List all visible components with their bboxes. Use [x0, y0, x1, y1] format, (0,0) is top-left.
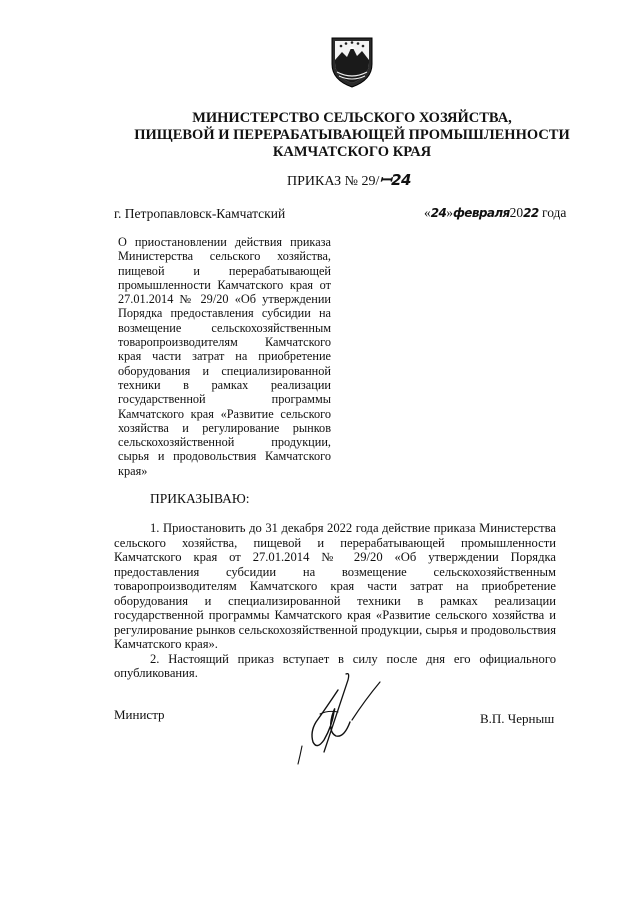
order-paragraph: 1. Приостановить до 31 декабря 2022 года действие приказа Министерства сельского хозяйства, пищевой и перерабатывающей промышленности Камчатского края от 27.01.2014 № 29/20 «Об утверждении Порядка предоставления субсидии на возмещение сельскохозяйственным товаропроизводителям Камчатского края части затрат на приобретение оборудования и специализированной техники в рамках реализации государственной программы Камчатского края «Развитие сельского хозяйства и регулирование рынков сельскохозяйственной продукции, сырья и продовольствия Камчатского края».	[114, 521, 556, 651]
ministry-title-line: КАМЧАТСКОГО КРАЯ	[272, 144, 432, 160]
order-paragraph: 2. Настоящий приказ вступает в силу после дня его официального опубликования.	[114, 651, 556, 680]
date-month-handwritten: февраля	[453, 206, 510, 220]
city-line: г. Петропавловск-Камчатский	[114, 206, 286, 221]
signatory-name: В.П. Черныш	[480, 711, 555, 726]
ministry-title	[100, 110, 604, 161]
decree-word: ПРИКАЗЫВАЮ:	[150, 491, 250, 506]
signature-icon	[280, 660, 390, 770]
order-date	[424, 205, 566, 221]
order-subject: О приостановлении действия приказа Министерства сельского хозяйства, пищевой и перерабатывающей промышленности Камчатского края от 27.01.2014 № 29/20 «Об утверждении Порядка предоставления субсидии на возмещение сельскохозяйственным товаропроизводителям Камчатского края части затрат на приобретение оборудования и специализированной техники в рамках реализации государственной программы Камчатского края «Развитие сельского хозяйства и регулирование рынков сельскохозяйственной продукции, сырья и продовольствия Камчатского края»	[118, 235, 331, 478]
signatory-position: Министр	[114, 707, 165, 722]
order-number-handwritten: ꟷ24	[379, 171, 411, 189]
date-year-prefix: 20	[509, 205, 524, 220]
date-close-quote: »	[446, 205, 453, 220]
date-open-quote: «	[424, 205, 431, 220]
date-suffix: года	[538, 205, 567, 220]
order-body	[114, 521, 556, 681]
date-year-handwritten: 22	[523, 206, 539, 220]
ministry-title-line: ПИЩЕВОЙ И ПЕРЕРАБАТЫВАЮЩЕЙ ПРОМЫШЛЕННОСТИ	[134, 127, 570, 143]
order-title-prefix: ПРИКАЗ № 29/	[287, 174, 380, 189]
ministry-title-line: МИНИСТЕРСТВО СЕЛЬСКОГО ХОЗЯЙСТВА,	[192, 110, 512, 126]
coat-of-arms-icon	[327, 30, 377, 90]
date-day-handwritten: 24	[430, 206, 447, 220]
order-title	[287, 170, 411, 190]
